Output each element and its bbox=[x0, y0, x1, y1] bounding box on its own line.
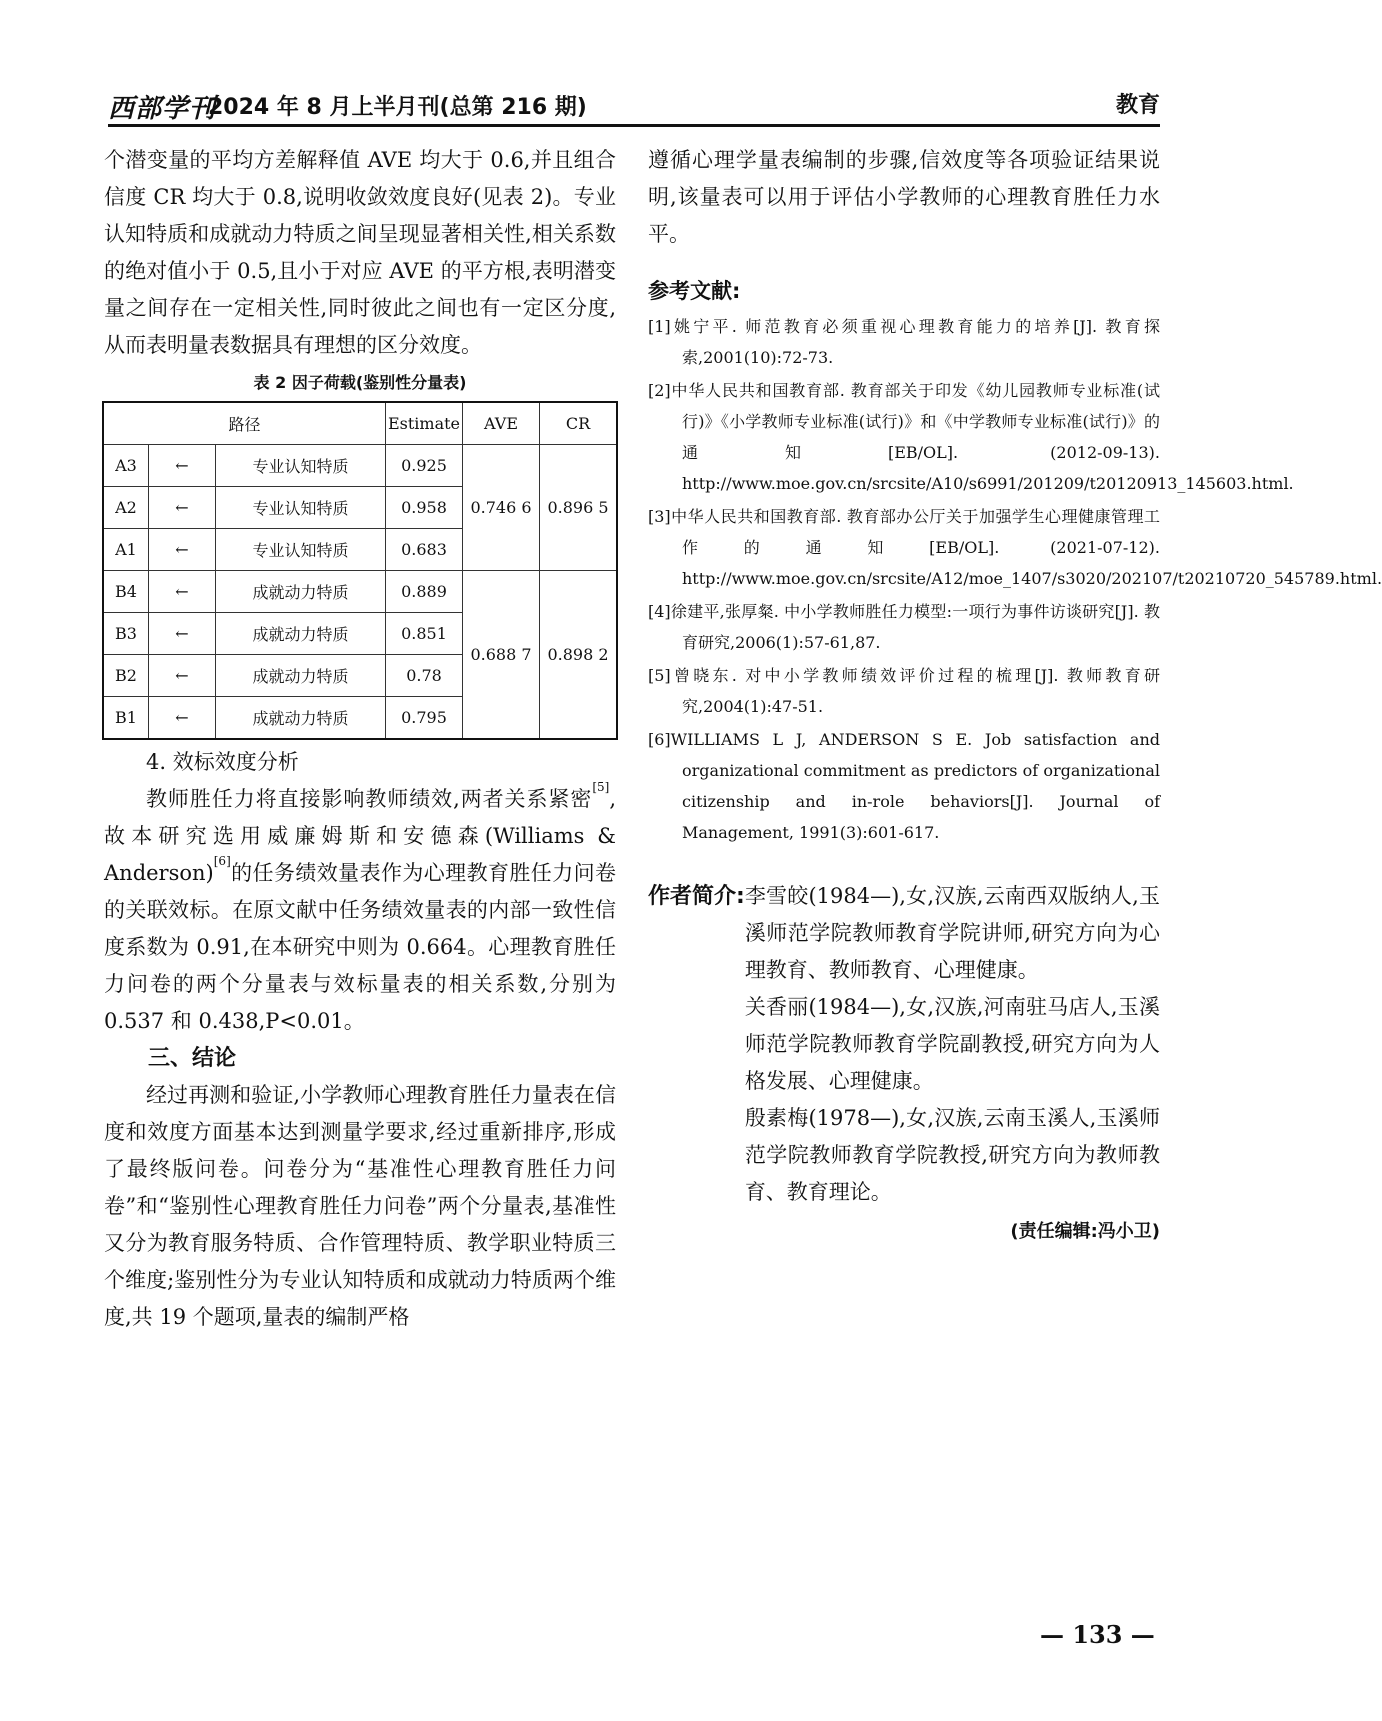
reference-item: [2]中华人民共和国教育部. 教育部关于印发《幼儿园教师专业标准(试行)》《小学教师专业标准(试行)》和《中学教师专业标准(试行)》的通知[EB/OL]. (2012-09-13). http://www.moe.gov.cn/srcsite/A10/s6991/201209/t20120913_145603.html. bbox=[648, 381, 1294, 493]
factor-cell: 成就动力特质 bbox=[216, 655, 386, 697]
arrow-cell: ← bbox=[149, 571, 216, 613]
author-bio: 李雪皎(1984—),女,汉族,云南西双版纳人,玉溪师范学院教师教育学院讲师,研究方向为心理教育、教师教育、心理健康。 bbox=[744, 884, 1160, 982]
header-cr: CR bbox=[540, 402, 618, 445]
text-span: 教师胜任力将直接影响教师绩效,两者关系紧密 bbox=[146, 787, 593, 811]
factor-cell: 成就动力特质 bbox=[216, 613, 386, 655]
text-span: 的任务绩效量表作为心理教育胜任力问卷的关联效标。在原文献中任务绩效量表的内部一致性信度系数为 0.91,在本研究中则为 0.664。心理教育胜任力问卷的两个分量表与效标量表的相关系数,分别为 0.537 和 0.438,P<0.01。 bbox=[104, 861, 616, 1033]
right-column bbox=[648, 142, 1382, 1250]
references-heading: 参考文献: bbox=[648, 279, 741, 303]
estimate-cell: 0.958 bbox=[386, 487, 463, 529]
reference-item: [1]姚宁平. 师范教育必须重视心理教育能力的培养[J]. 教育探索,2001(10):72-73. bbox=[648, 317, 1160, 367]
item-cell: B4 bbox=[103, 571, 149, 613]
arrow-cell: ← bbox=[149, 655, 216, 697]
table-row bbox=[103, 445, 617, 487]
arrow-cell: ← bbox=[149, 697, 216, 740]
header-path: 路径 bbox=[103, 402, 386, 445]
author-info bbox=[648, 878, 1160, 1250]
estimate-cell: 0.889 bbox=[386, 571, 463, 613]
cr-cell: 0.898 2 bbox=[540, 571, 618, 740]
factor-cell: 专业认知特质 bbox=[216, 445, 386, 487]
header-rule bbox=[108, 124, 1160, 127]
page-number: — 133 — bbox=[1040, 1620, 1155, 1649]
table-row bbox=[103, 571, 617, 613]
item-cell: B1 bbox=[103, 697, 149, 740]
estimate-cell: 0.925 bbox=[386, 445, 463, 487]
factor-cell: 专业认知特质 bbox=[216, 529, 386, 571]
estimate-cell: 0.851 bbox=[386, 613, 463, 655]
editor-note: (责任编辑:冯小卫) bbox=[1010, 1221, 1160, 1242]
cr-cell: 0.896 5 bbox=[540, 445, 618, 571]
factor-loading-table bbox=[102, 401, 618, 740]
arrow-cell: ← bbox=[149, 613, 216, 655]
arrow-cell: ← bbox=[149, 487, 216, 529]
author-bio: 殷素梅(1978—),女,汉族,云南玉溪人,玉溪师范学院教师教育学院教授,研究方向为教师教育、教育理论。 bbox=[744, 1106, 1160, 1204]
paragraph: 经过再测和验证,小学教师心理教育胜任力量表在信度和效度方面基本达到测量学要求,经过重新排序,形成了最终版问卷。问卷分为“基准性心理教育胜任力问卷”和“鉴别性心理教育胜任力问卷”两个分量表,基准性又分为教育服务特质、合作管理特质、教学职业特质三个维度;鉴别性分为专业认知特质和成就动力特质两个维度,共 19 个题项,量表的编制严格 bbox=[104, 1083, 616, 1329]
reference-item: [3]中华人民共和国教育部. 教育部办公厅关于加强学生心理健康管理工作的通知[EB/OL]. (2021-07-12). http://www.moe.gov.cn/srcsite/A12/moe_1407/s3020/202107/t20210720_545789.html. bbox=[648, 507, 1382, 588]
table-header-row bbox=[103, 402, 617, 445]
journal-logo: 西部学刊 bbox=[108, 94, 217, 124]
subsection-heading: 4. 效标效度分析 bbox=[146, 750, 299, 774]
ave-cell: 0.688 7 bbox=[463, 571, 540, 740]
issue-info: 2024 年 8 月上半月刊(总第 216 期) bbox=[208, 95, 587, 120]
item-cell: B3 bbox=[103, 613, 149, 655]
estimate-cell: 0.795 bbox=[386, 697, 463, 740]
estimate-cell: 0.683 bbox=[386, 529, 463, 571]
item-cell: A3 bbox=[103, 445, 149, 487]
citation-link[interactable]: [6] bbox=[213, 854, 231, 868]
citation-link[interactable]: [5] bbox=[592, 780, 610, 794]
arrow-cell: ← bbox=[149, 529, 216, 571]
item-cell: A2 bbox=[103, 487, 149, 529]
factor-cell: 成就动力特质 bbox=[216, 697, 386, 740]
reference-item: [5]曾晓东. 对中小学教师绩效评价过程的梳理[J]. 教师教育研究,2004(1):47-51. bbox=[648, 666, 1160, 716]
author-label: 作者简介: bbox=[648, 884, 745, 909]
item-cell: B2 bbox=[103, 655, 149, 697]
text-span: ,故本研究选用威廉姆斯和安德森(Williams & Anderson) bbox=[104, 787, 616, 885]
factor-cell: 成就动力特质 bbox=[216, 571, 386, 613]
section-heading: 三、结论 bbox=[148, 1046, 237, 1071]
reference-item: [6]WILLIAMS L J, ANDERSON S E. Job satisfaction and organizational commitment as predictors of organizational citizenship and in-role behaviors[J]. Journal of Management, 1991(3):601-617. bbox=[648, 730, 1160, 842]
header-ave: AVE bbox=[463, 402, 540, 445]
running-header bbox=[108, 86, 1160, 122]
table-caption: 表 2 因子荷载(鉴别性分量表) bbox=[253, 373, 467, 392]
left-column bbox=[104, 142, 616, 1336]
estimate-cell: 0.78 bbox=[386, 655, 463, 697]
paragraph bbox=[104, 781, 616, 1040]
section-name: 教育 bbox=[1115, 93, 1160, 118]
ave-cell: 0.746 6 bbox=[463, 445, 540, 571]
header-estimate: Estimate bbox=[386, 402, 463, 445]
arrow-cell: ← bbox=[149, 445, 216, 487]
reference-item: [4]徐建平,张厚粲. 中小学教师胜任力模型:一项行为事件访谈研究[J]. 教育研究,2006(1):57-61,87. bbox=[648, 602, 1160, 652]
item-cell: A1 bbox=[103, 529, 149, 571]
paragraph: 个潜变量的平均方差解释值 AVE 均大于 0.6,并且组合信度 CR 均大于 0.8,说明收敛效度良好(见表 2)。专业认知特质和成就动力特质之间呈现显著相关性,相关系数的绝对值小于 0.5,且小于对应 AVE 的平方根,表明潜变量之间存在一定相关性,同时彼此之间也有一定区分度,从而表明量表数据具有理想的区分效度。 bbox=[104, 148, 616, 357]
author-bio: 关香丽(1984—),女,汉族,河南驻马店人,玉溪师范学院教师教育学院副教授,研究方向为人格发展、心理健康。 bbox=[744, 995, 1160, 1093]
factor-cell: 专业认知特质 bbox=[216, 487, 386, 529]
paragraph: 遵循心理学量表编制的步骤,信效度等各项验证结果说明,该量表可以用于评估小学教师的心理教育胜任力水平。 bbox=[648, 148, 1160, 246]
